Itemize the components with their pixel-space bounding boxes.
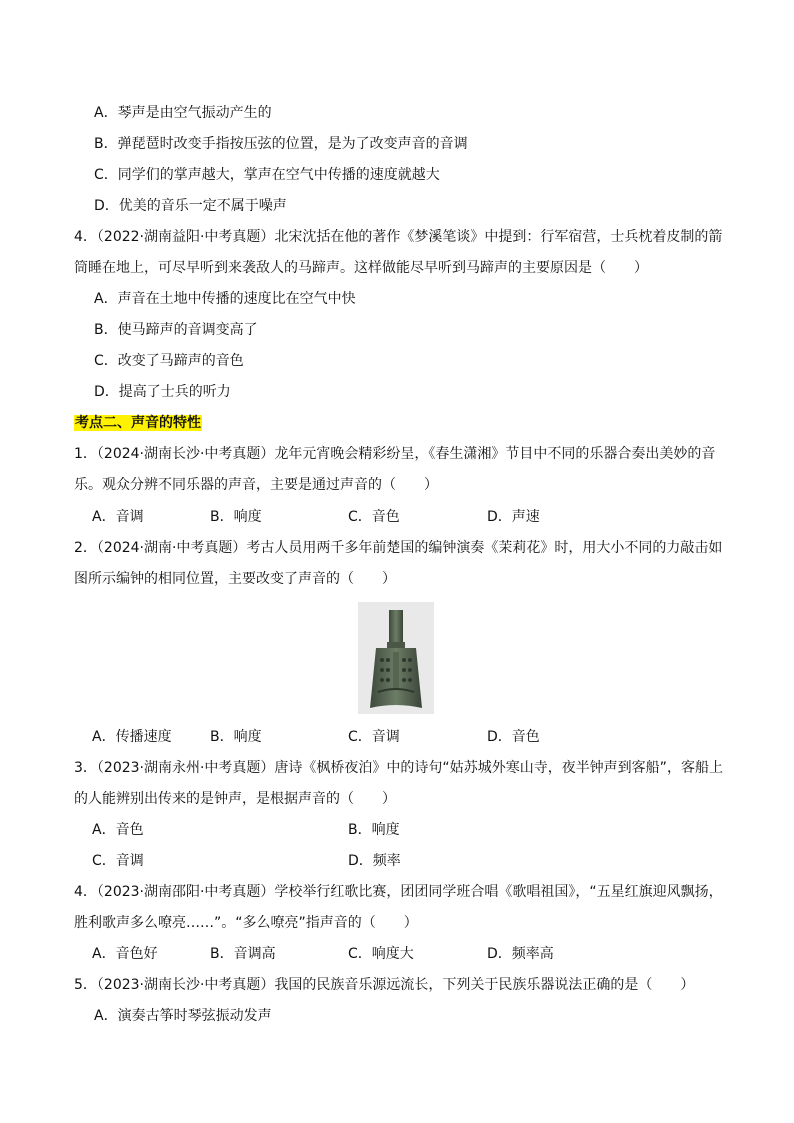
option-d: D．提高了士兵的听力 <box>94 384 231 400</box>
option-d: D．频率 <box>348 853 401 869</box>
question-3-stem-line1: 3．（2023·湖南永州·中考真题）唐诗《枫桥夜泊》中的诗句“姑苏城外寒山寺，夜半钟声到客船”，客船上 <box>74 760 723 776</box>
option-a: A．音调 <box>92 509 144 525</box>
question-2-stem-line2: 图所示编钟的相同位置，主要改变了声音的（ ） <box>74 571 396 587</box>
option-a: A．演奏古筝时琴弦振动发声 <box>94 1008 272 1024</box>
option-a: A．传播速度 <box>92 729 172 745</box>
option-a: A．琴声是由空气振动产生的 <box>94 105 272 121</box>
option-c: C．改变了马蹄声的音色 <box>94 353 244 369</box>
question-4-prev-stem-line1: 4．（2022·湖南益阳·中考真题）北宋沈括在他的著作《梦溪笔谈》中提到：行军宿营，士兵枕着皮制的箭 <box>74 229 723 245</box>
option-d: D．频率高 <box>487 946 554 962</box>
section-heading-text: 考点二、声音的特性 <box>75 415 201 431</box>
question-1-stem-line2: 乐。观众分辨不同乐器的声音，主要是通过声音的（ ） <box>74 477 438 493</box>
section-heading <box>74 413 202 433</box>
option-b: B．音调高 <box>210 946 276 962</box>
option-b: B．弹琵琶时改变手指按压弦的位置，是为了改变声音的音调 <box>94 136 468 152</box>
option-c: C．同学们的掌声越大，掌声在空气中传播的速度就越大 <box>94 167 440 183</box>
option-c: C．音调 <box>348 729 400 745</box>
option-b: B．响度 <box>210 509 262 525</box>
option-a: A．声音在土地中传播的速度比在空气中快 <box>94 291 356 307</box>
option-b: B．响度 <box>348 822 400 838</box>
option-a: A．音色好 <box>92 946 158 962</box>
option-b: B．使马蹄声的音调变高了 <box>94 322 258 338</box>
option-d: D．音色 <box>487 729 540 745</box>
question-1-stem-line1: 1．（2024·湖南长沙·中考真题）龙年元宵晚会精彩纷呈，《春生潇湘》节目中不同的乐器合奏出美妙的音 <box>74 446 716 462</box>
question-5-stem-line1: 5．（2023·湖南长沙·中考真题）我国的民族音乐源远流长，下列关于民族乐器说法正确的是（ ） <box>74 977 695 993</box>
option-c: C．响度大 <box>348 946 414 962</box>
option-c: C．音调 <box>92 853 144 869</box>
question-4-prev-stem-line2: 筒睡在地上，可尽早听到来袭敌人的马蹄声。这样做能尽早听到马蹄声的主要原因是（ ） <box>74 260 648 276</box>
option-a: A．音色 <box>92 822 144 838</box>
question-2-stem-line1: 2．（2024·湖南·中考真题）考古人员用两千多年前楚国的编钟演奏《茉莉花》时，用大小不同的力敲击如 <box>74 540 723 556</box>
question-3-stem-line2: 的人能辨别出传来的是钟声，是根据声音的（ ） <box>74 791 396 807</box>
option-b: B．响度 <box>210 729 262 745</box>
option-d: D．声速 <box>487 509 540 525</box>
option-c: C．音色 <box>348 509 400 525</box>
question-4-stem-line2: 胜利歌声多么嘹亮……”。“多么嘹亮”指声音的（ ） <box>74 915 418 931</box>
option-d: D．优美的音乐一定不属于噪声 <box>94 198 287 214</box>
question-4-stem-line1: 4．（2023·湖南邵阳·中考真题）学校举行红歌比赛，团团同学班合唱《歌唱祖国》，“五星红旗迎风飘扬， <box>74 884 723 900</box>
bronze-bell-image <box>358 602 434 714</box>
bell-icon <box>358 602 434 714</box>
